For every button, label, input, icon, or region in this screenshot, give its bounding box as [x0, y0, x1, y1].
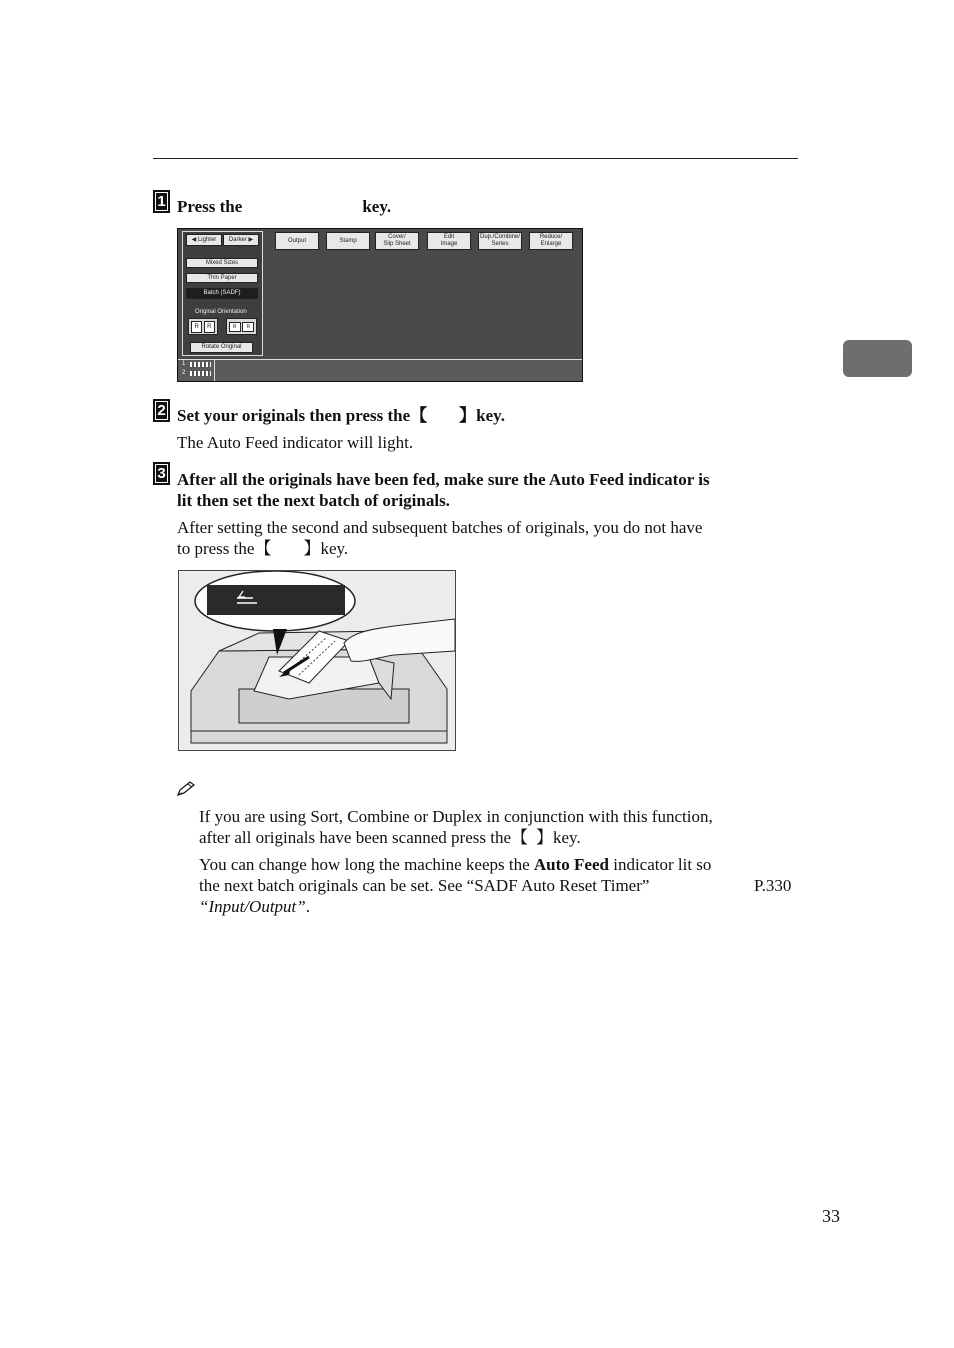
- rotate-original-button[interactable]: Rotate Original: [190, 342, 253, 353]
- batch-sadf-button[interactable]: Batch (SADF): [186, 288, 258, 299]
- note-pencil-icon: [176, 780, 196, 798]
- tray-1-label: 1: [182, 361, 186, 367]
- left-arrow-icon: ◀: [191, 236, 198, 243]
- step-3-body-line-1: After setting the second and subsequent batches of originals, you do not have: [177, 518, 703, 537]
- copier-adf-drawing: [179, 571, 455, 750]
- step-1-suffix: key.: [362, 197, 392, 216]
- tab-cover-slip-sheet[interactable]: Cover/ Slip Sheet: [375, 232, 419, 250]
- orientation-upright-button[interactable]: [188, 318, 218, 335]
- thin-paper-button[interactable]: Thin Paper: [186, 273, 258, 283]
- step-3-line-2: lit then set the next batch of originals.: [177, 491, 450, 510]
- auto-feed-term: Auto Feed: [533, 855, 609, 874]
- paper-tray-status-bar: [178, 359, 582, 381]
- copier-control-panel-screen: [177, 228, 583, 382]
- step-2-number: 2: [153, 399, 170, 422]
- step-3-line-1: After all the originals have been fed, make sure the Auto Feed indicator is: [177, 470, 710, 489]
- step-2-text: Set your originals then press the【 】key.: [177, 406, 505, 425]
- tray-2-level-icon: [190, 371, 211, 376]
- tray-2-label: 2: [182, 370, 186, 376]
- note-paragraph-1-line-2: after all originals have been scanned press the【 】key.: [199, 828, 581, 847]
- step-3-number: 3: [153, 462, 170, 485]
- step-1-number: 1: [153, 190, 170, 213]
- input-output-reference[interactable]: “Input/Output”: [199, 897, 306, 916]
- original-orientation-label: Original Orientation: [195, 309, 247, 315]
- page-number: 33: [822, 1206, 840, 1226]
- tab-output[interactable]: Output: [275, 232, 319, 250]
- auto-feed-illustration: [178, 570, 456, 751]
- mixed-sizes-button[interactable]: Mixed Sizes: [186, 258, 258, 268]
- lighter-button[interactable]: ◀ Lighter: [186, 234, 222, 246]
- page-reference[interactable]: P.330: [754, 876, 792, 895]
- tab-reduce-enlarge[interactable]: Reduce/ Enlarge: [529, 232, 573, 250]
- note-paragraph-1-line-1: If you are using Sort, Combine or Duplex in conjunction with this function,: [199, 807, 713, 826]
- original-upright-icon-2: R: [204, 321, 215, 333]
- original-upright-icon: R: [191, 321, 202, 333]
- header-rule: [153, 158, 798, 159]
- orientation-sideways-button[interactable]: [226, 318, 257, 335]
- tab-stamp[interactable]: Stamp: [326, 232, 370, 250]
- step-2-result: The Auto Feed indicator will light.: [177, 433, 414, 452]
- darker-button[interactable]: Darker ▶: [223, 234, 259, 246]
- original-sideways-icon-2: R: [242, 322, 254, 332]
- step-1-prefix: Press the: [177, 197, 243, 216]
- tray-1-level-icon: [190, 362, 211, 367]
- step-1-text: [177, 196, 391, 217]
- step-3-body-line-2: to press the【 】key.: [177, 539, 349, 558]
- note-paragraph-2-line-3: “Input/Output”.: [199, 897, 310, 916]
- note-paragraph-2-line-2: the next batch originals can be set. See “SADF Auto Reset Timer”: [199, 876, 650, 895]
- tab-edit-image[interactable]: Edit Image: [427, 232, 471, 250]
- chapter-tab: [843, 340, 912, 377]
- original-sideways-icon: R: [229, 322, 241, 332]
- note-paragraph-2-line-1: You can change how long the machine keeps the Auto Feed indicator lit so: [199, 855, 712, 874]
- tab-dup-combine-series[interactable]: Dup./Combine/ Series: [478, 232, 522, 250]
- right-arrow-icon: ▶: [246, 236, 254, 243]
